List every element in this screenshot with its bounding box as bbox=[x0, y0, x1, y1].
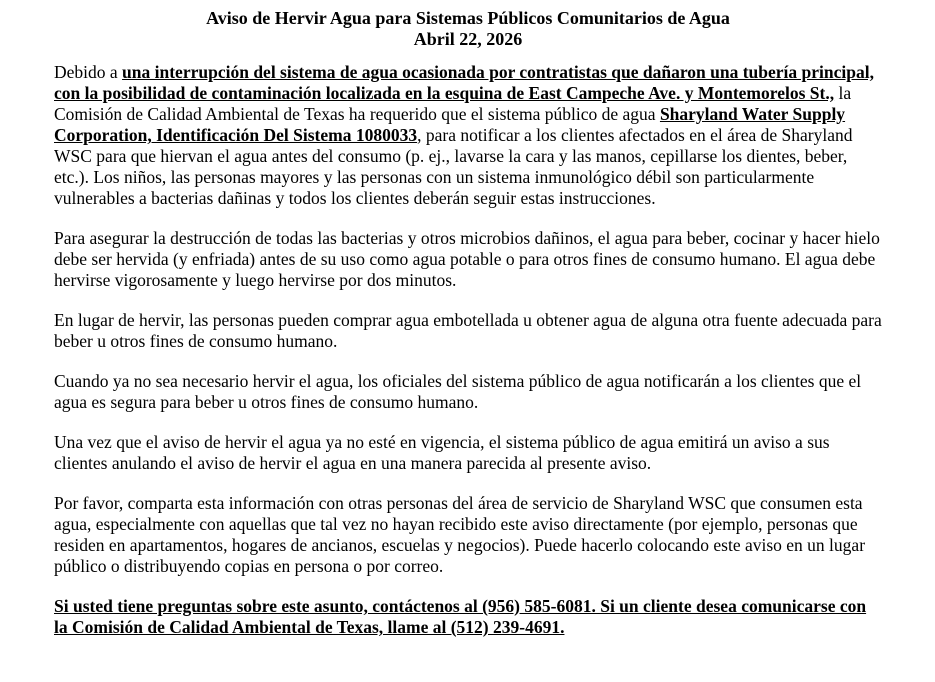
text-run: , para notificar a los clientes afectados en el área de Sharyland WSC para que hiervan el agua antes del consumo (p. ej., lavarse la cara y las manos, cepillarse los dientes, beber, etc.). Los niños, las personas mayores y las personas con un sistema inmunológico débil son particularmente vulnerables a bacterias dañinas y todos los clientes deberán seguir estas instrucciones. bbox=[54, 125, 853, 208]
emphasized-incident-text: una interrupción del sistema de agua ocasionada por contratistas que dañaron una tubería principal, con la posibilidad de contaminación localizada en la esquina de East Campeche Ave. y Montemorelos St., bbox=[54, 62, 874, 103]
bottled-water-paragraph: En lugar de hervir, las personas pueden comprar agua embotellada u obtener agua de alguna otra fuente adecuada para beber u otros fines de consumo humano. bbox=[54, 310, 882, 351]
notification-paragraph: Cuando ya no sea necesario hervir el agua, los oficiales del sistema público de agua notificarán a los clientes que el agua es segura para beber u otros fines de consumo humano. bbox=[54, 371, 862, 412]
emphasized-system-id-text: Sharyland Water Supply Corporation, Identificación Del Sistema 1080033 bbox=[54, 104, 846, 145]
document-header bbox=[54, 8, 882, 50]
intro-paragraph bbox=[54, 62, 882, 209]
document-date: Abril 22, 2026 bbox=[413, 29, 523, 49]
text-run: Debido a bbox=[54, 62, 123, 82]
boil-instructions-paragraph: Para asegurar la destrucción de todas las bacterias y otros microbios dañinos, el agua para beber, cocinar y hacer hielo debe ser hervida (y enfriada) antes de su uso como agua potable o para otros fines de consumo humano. El agua debe hervirse vigorosamente y luego hervirse por dos minutos. bbox=[54, 228, 880, 290]
share-information-paragraph: Por favor, comparta esta información con otras personas del área de servicio de Sharyland WSC que consumen esta agua, especialmente con aquellas que tal vez no hayan recibido este aviso directamente (por ejemplo, personas que residen en apartamentos, hogares de ancianos, escuelas y negocios). Puede hacerlo colocando este aviso en un lugar público o distribuyendo copias en persona o por correo. bbox=[54, 493, 866, 576]
document-title: Aviso de Hervir Agua para Sistemas Públicos Comunitarios de Agua bbox=[206, 8, 730, 28]
contact-paragraph: Si usted tiene preguntas sobre este asunto, contáctenos al (956) 585-6081. Si un cliente desea comunicarse con la Comisión de Calidad Ambiental de Texas, llame al (512) 239-4691. bbox=[54, 596, 867, 637]
rescind-notice-paragraph: Una vez que el aviso de hervir el agua ya no esté en vigencia, el sistema público de agua emitirá un aviso a sus clientes anulando el aviso de hervir el agua en una manera parecida al presente aviso. bbox=[54, 432, 830, 473]
text-run: la Comisión de Calidad Ambiental de Texas ha requerido que el sistema público de agua bbox=[54, 83, 852, 124]
